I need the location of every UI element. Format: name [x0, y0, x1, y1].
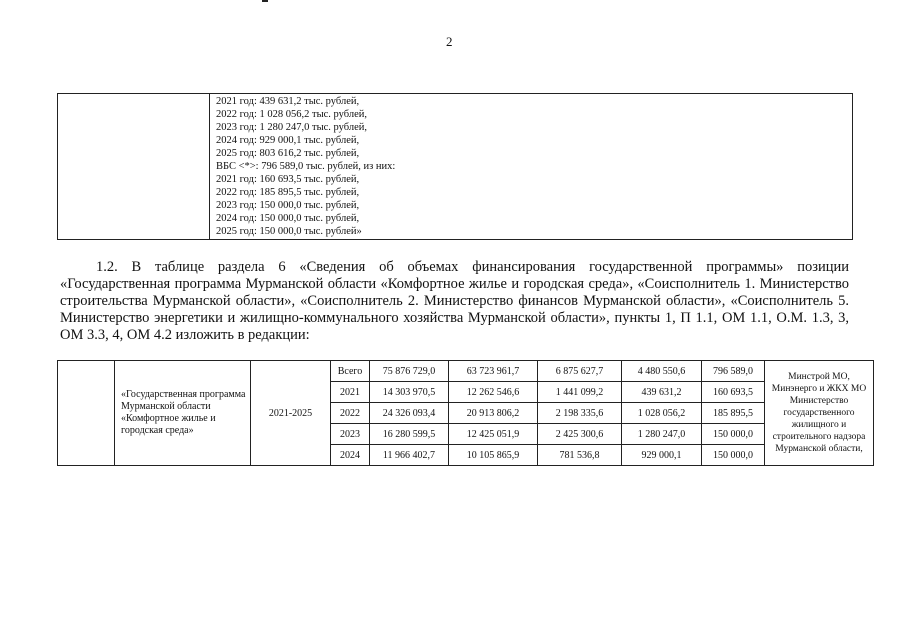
- period-cell: 2021-2025: [251, 361, 331, 466]
- funding-line: 2024 год: 150 000,0 тыс. рублей,: [216, 213, 360, 224]
- value-cell: 160 693,5: [702, 382, 765, 403]
- value-cell: 12 425 051,9: [449, 424, 538, 445]
- value-cell: 12 262 546,6: [449, 382, 538, 403]
- funding-line: 2021 год: 160 693,5 тыс. рублей,: [216, 174, 360, 185]
- value-cell: 150 000,0: [702, 445, 765, 466]
- value-cell: 24 326 093,4: [370, 403, 449, 424]
- value-cell: 6 875 627,7: [538, 361, 622, 382]
- value-cell: 1 280 247,0: [622, 424, 702, 445]
- value-cell: 2 198 335,6: [538, 403, 622, 424]
- value-cell: 796 589,0: [702, 361, 765, 382]
- funding-line: 2024 год: 929 000,1 тыс. рублей,: [216, 135, 360, 146]
- value-cell: 150 000,0: [702, 424, 765, 445]
- value-cell: 185 895,5: [702, 403, 765, 424]
- value-cell: 20 913 806,2: [449, 403, 538, 424]
- value-cell: 63 723 961,7: [449, 361, 538, 382]
- funding-summary-table: [57, 93, 853, 240]
- value-cell: 1 028 056,2: [622, 403, 702, 424]
- year-cell: 2022: [331, 403, 370, 424]
- page-number: 2: [446, 34, 453, 49]
- scan-mark: [262, 0, 268, 2]
- value-cell: 75 876 729,0: [370, 361, 449, 382]
- year-cell: 2024: [331, 445, 370, 466]
- funding-line: 2021 год: 439 631,2 тыс. рублей,: [216, 96, 360, 107]
- number-cell: [58, 361, 115, 466]
- program-name-cell: «Государственная программа Мурманской области «Комфортное жилье и городская среда»: [115, 361, 251, 466]
- value-cell: 14 303 970,5: [370, 382, 449, 403]
- year-cell: 2023: [331, 424, 370, 445]
- funding-line: 2023 год: 1 280 247,0 тыс. рублей,: [216, 122, 368, 133]
- financing-table: [57, 360, 874, 466]
- paragraph-text: 1.2. В таблице раздела 6 «Сведения об объемах финансирования государственной программы» позиции «Государственная программа Мурманской области «Комфортное жилье и городская среда», «Соисполнитель 1. Министерство строительства Мурманской области», «Соисполнитель 2. Министерство финансов Мурманской области», «Соисполнитель 5. Министерство энергетики и жилищно-коммунального хозяйства Мурманской области», пункты 1, П 1.1, ОМ 1.1, О.М. 1.3, 3, ОМ 3.3, 4, ОМ 4.2 изложить в редакции:: [60, 259, 849, 343]
- funding-line: 2023 год: 150 000,0 тыс. рублей,: [216, 200, 360, 211]
- value-cell: 439 631,2: [622, 382, 702, 403]
- value-cell: 11 966 402,7: [370, 445, 449, 466]
- funding-line: 2025 год: 803 616,2 тыс. рублей,: [216, 148, 360, 159]
- funding-line: 2022 год: 1 028 056,2 тыс. рублей,: [216, 109, 368, 120]
- value-cell: 2 425 300,6: [538, 424, 622, 445]
- executors-cell: Минстрой МО, Минэнерго и ЖКХ МО Министерство государственного жилищного и строительного надзора Мурманской области,: [765, 361, 874, 466]
- value-cell: 4 480 550,6: [622, 361, 702, 382]
- table-divider: [209, 94, 210, 239]
- table-row: [58, 361, 874, 382]
- year-cell: 2021: [331, 382, 370, 403]
- value-cell: 10 105 865,9: [449, 445, 538, 466]
- funding-line: 2022 год: 185 895,5 тыс. рублей,: [216, 187, 360, 198]
- year-cell: Всего: [331, 361, 370, 382]
- value-cell: 1 441 099,2: [538, 382, 622, 403]
- value-cell: 16 280 599,5: [370, 424, 449, 445]
- amendment-paragraph: [60, 259, 849, 344]
- funding-line: ВБС <*>: 796 589,0 тыс. рублей, из них:: [216, 161, 396, 172]
- value-cell: 929 000,1: [622, 445, 702, 466]
- value-cell: 781 536,8: [538, 445, 622, 466]
- funding-line: 2025 год: 150 000,0 тыс. рублей»: [216, 226, 362, 237]
- funding-lines: [216, 95, 395, 238]
